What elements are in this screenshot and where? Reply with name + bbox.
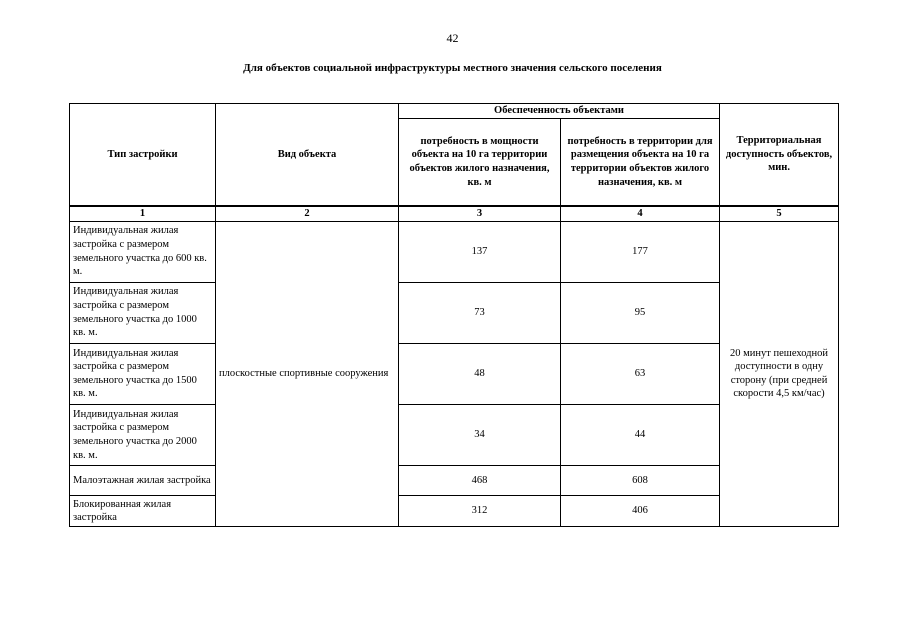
header-capacity-need: потребность в мощности объекта на 10 га территории объектов жилого назначения, кв. м [399, 119, 561, 207]
capacity-value: 468 [399, 465, 561, 496]
development-type-cell: Индивидуальная жилая застройка с размером земельного участка до 600 кв. м. [70, 221, 216, 282]
header-territory-need: потребность в территории для размещения объекта на 10 га территории объектов жилого назначения, кв. м [561, 119, 720, 207]
territory-value: 177 [561, 221, 720, 282]
territory-value: 608 [561, 465, 720, 496]
capacity-value: 34 [399, 404, 561, 465]
territory-value: 406 [561, 496, 720, 527]
page-number: 42 [446, 31, 459, 45]
object-kind-cell: плоскостные спортивные сооружения [216, 221, 399, 526]
territory-value: 63 [561, 343, 720, 404]
capacity-value: 137 [399, 221, 561, 282]
column-index: 5 [720, 206, 839, 221]
header-development-type: Тип застройки [70, 104, 216, 207]
development-type-cell: Индивидуальная жилая застройка с размером земельного участка до 1500 кв. м. [70, 343, 216, 404]
development-type-cell: Индивидуальная жилая застройка с размером земельного участка до 1000 кв. м. [70, 282, 216, 343]
table-row [70, 221, 839, 282]
norms-table [69, 103, 839, 527]
capacity-value: 73 [399, 282, 561, 343]
capacity-value: 312 [399, 496, 561, 527]
column-index: 1 [70, 206, 216, 221]
column-index: 2 [216, 206, 399, 221]
development-type-cell: Блокированная жилая застройка [70, 496, 216, 527]
column-index: 4 [561, 206, 720, 221]
territory-value: 44 [561, 404, 720, 465]
territory-value: 95 [561, 282, 720, 343]
development-type-cell: Индивидуальная жилая застройка с размером земельного участка до 2000 кв. м. [70, 404, 216, 465]
header-provision-group: Обеспеченность объектами [399, 104, 720, 119]
access-value-cell: 20 минут пешеходной доступности в одну сторону (при средней скорости 4,5 км/час) [720, 221, 839, 526]
column-index: 3 [399, 206, 561, 221]
development-type-cell: Малоэтажная жилая застройка [70, 465, 216, 496]
capacity-value: 48 [399, 343, 561, 404]
header-object-kind: Вид объекта [216, 104, 399, 207]
header-territorial-access: Территориальная доступность объектов, мин. [720, 104, 839, 207]
document-title: Для объектов социальной инфраструктуры местного значения сельского поселения [243, 62, 662, 74]
